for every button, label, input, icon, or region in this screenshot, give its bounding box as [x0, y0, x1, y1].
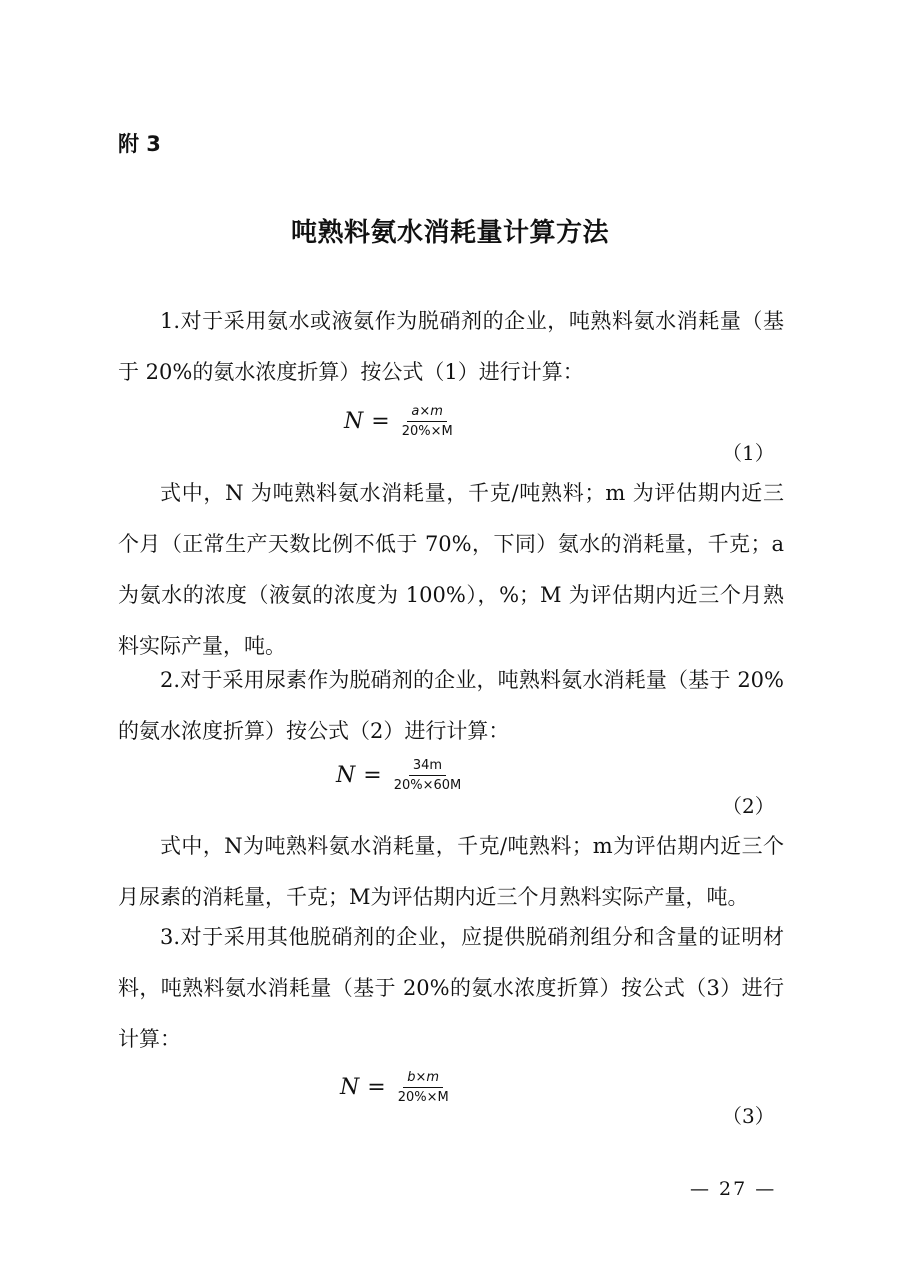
formula-2-fraction [390, 758, 466, 793]
explanation-2-text: 式中，N为吨熟料氨水消耗量，千克/吨熟料；m为评估期内近三个月尿素的消耗量，千克；M为评估期内近三个月熟料实际产量，吨。 [118, 834, 784, 909]
formula-3-equals: = [367, 1075, 386, 1100]
section-2-text: 2.对于采用尿素作为脱硝剂的企业，吨熟料氨水消耗量（基于 20%的氨水浓度折算）按公式（2）进行计算： [118, 668, 784, 743]
section-1-text: 1.对于采用氨水或液氨作为脱硝剂的企业，吨熟料氨水消耗量（基于 20%的氨水浓度折算）按公式（1）进行计算： [118, 309, 784, 384]
formula-3-lhs: N [340, 1075, 360, 1100]
formula-1-equals: = [371, 409, 390, 434]
formula-3-numerator: b×m [403, 1070, 443, 1088]
formula-1 [344, 404, 457, 439]
explanation-1-text: 式中，N 为吨熟料氨水消耗量，千克/吨熟料；m 为评估期内近三个月（正常生产天数比例不低于 70%，下同）氨水的消耗量，千克；a 为氨水的浓度（液氨的浓度为 100%），%；M 为评估期内近三个月熟料实际产量，吨。 [118, 481, 784, 658]
page-title: 吨熟料氨水消耗量计算方法 [290, 218, 609, 248]
formula-1-fraction [398, 404, 457, 439]
formula-2-lhs: N [336, 763, 356, 788]
section-3-text: 3.对于采用其他脱硝剂的企业，应提供脱硝剂组分和含量的证明材料，吨熟料氨水消耗量（基于 20%的氨水浓度折算）按公式（3）进行计算： [118, 925, 784, 1051]
formula-2-denominator: 20%×60M [393, 778, 462, 793]
formula-1-lhs: N [344, 409, 364, 434]
annex-label: 附 3 [118, 132, 161, 156]
formula-2 [336, 758, 465, 793]
formula-2-equals: = [363, 763, 382, 788]
formula-3-number: （3） [722, 1104, 775, 1128]
formula-1-number: （1） [722, 441, 775, 465]
formula-1-denominator: 20%×M [401, 424, 453, 439]
formula-3 [340, 1070, 453, 1105]
formula-2-numerator: 34m [409, 758, 446, 776]
page-number: — 27 — [690, 1178, 777, 1200]
formula-1-numerator: a×m [407, 404, 447, 422]
formula-3-fraction [394, 1070, 453, 1105]
formula-3-denominator: 20%×M [397, 1090, 449, 1105]
formula-2-number: （2） [722, 794, 775, 818]
